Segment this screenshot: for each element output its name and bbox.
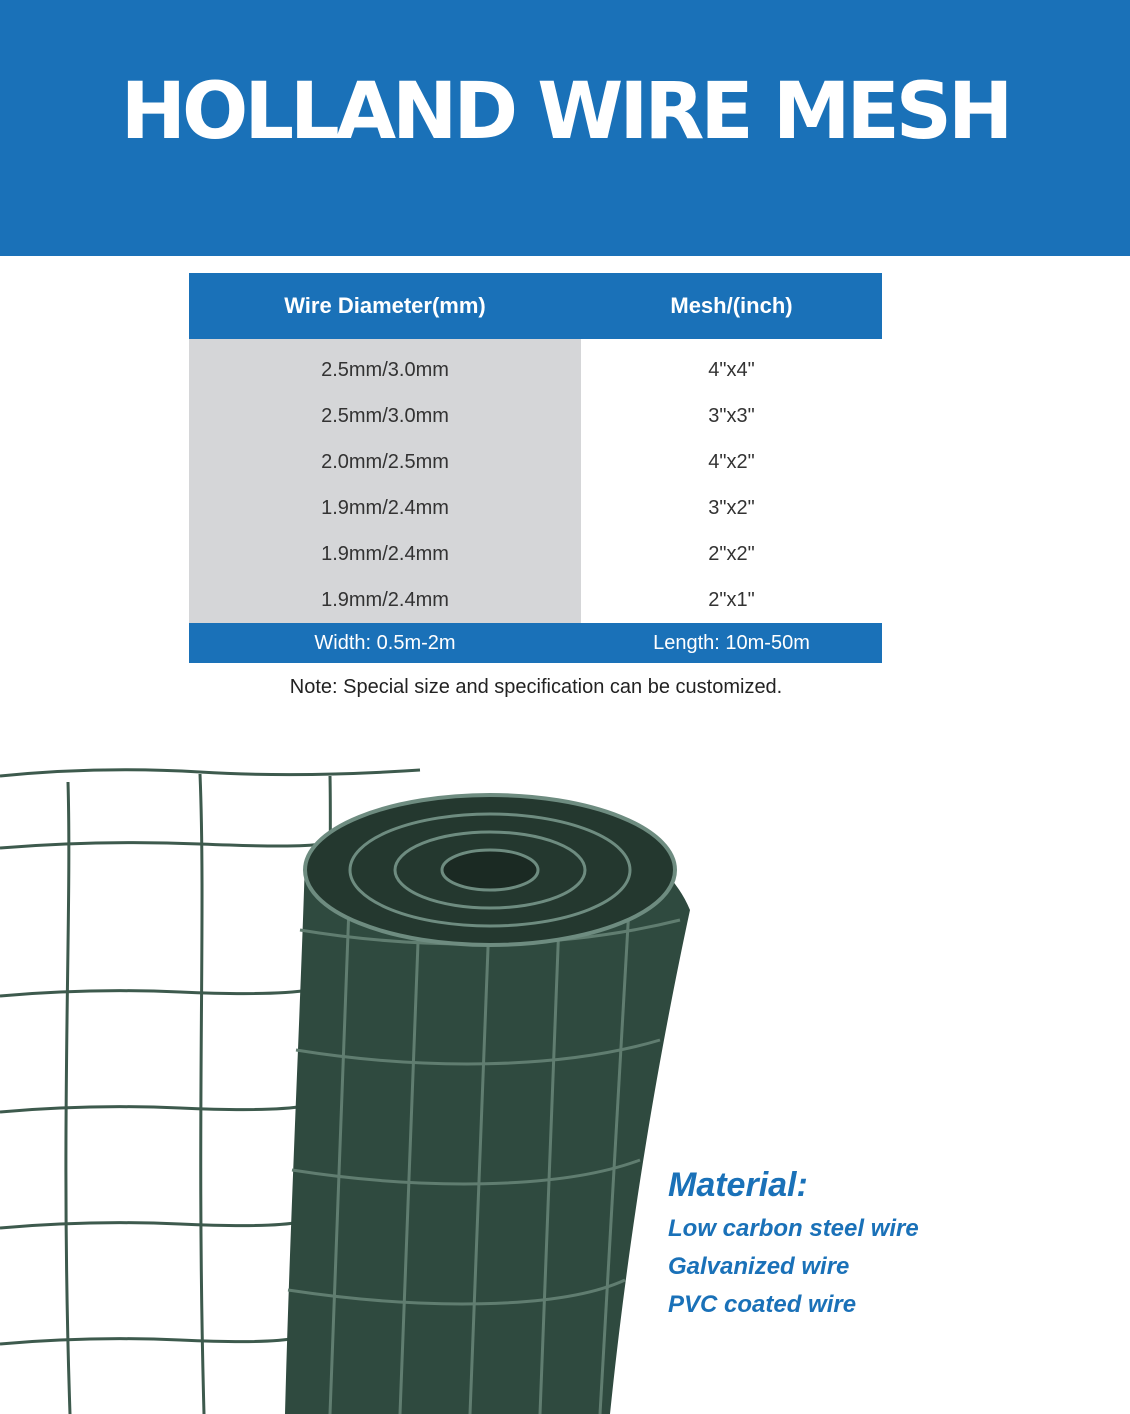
wire-diameter-cell: 2.0mm/2.5mm xyxy=(321,451,449,473)
wire-diameter-cell: 2.5mm/3.0mm xyxy=(321,405,449,427)
wire-diameter-cell: 1.9mm/2.4mm xyxy=(321,589,449,611)
material-item: Low carbon steel wire xyxy=(668,1215,919,1242)
material-info xyxy=(668,1160,1108,1324)
wire-diameter-cell: 1.9mm/2.4mm xyxy=(321,543,449,565)
material-item: PVC coated wire xyxy=(668,1291,857,1318)
page-title: HOLLAND WIRE MESH xyxy=(120,67,1010,157)
spec-table xyxy=(189,273,882,663)
header-mesh: Mesh/(inch) xyxy=(670,293,793,318)
table-header xyxy=(189,273,882,339)
wire-diameter-column xyxy=(189,347,581,623)
mesh-roll xyxy=(285,795,690,1414)
width-range: Width: 0.5m-2m xyxy=(314,632,456,654)
material-title: Material: xyxy=(668,1166,808,1204)
wire-diameter-cell: 1.9mm/2.4mm xyxy=(321,497,449,519)
table-footer xyxy=(189,623,882,663)
header-banner xyxy=(0,0,1130,256)
mesh-cell: 4"x4" xyxy=(708,359,755,381)
customization-note: Note: Special size and specification can be customized. xyxy=(289,676,783,698)
mesh-cell: 2"x2" xyxy=(708,543,755,565)
header-wire-diameter: Wire Diameter(mm) xyxy=(284,293,486,318)
mesh-column xyxy=(581,347,882,623)
material-item: Galvanized wire xyxy=(668,1253,850,1280)
mesh-cell: 3"x3" xyxy=(708,405,755,427)
wire-diameter-cell: 2.5mm/3.0mm xyxy=(321,359,449,381)
mesh-cell: 4"x2" xyxy=(708,451,755,473)
table-body xyxy=(189,339,882,623)
mesh-cell: 2"x1" xyxy=(708,589,755,611)
mesh-cell: 3"x2" xyxy=(708,497,755,519)
length-range: Length: 10m-50m xyxy=(653,632,810,654)
